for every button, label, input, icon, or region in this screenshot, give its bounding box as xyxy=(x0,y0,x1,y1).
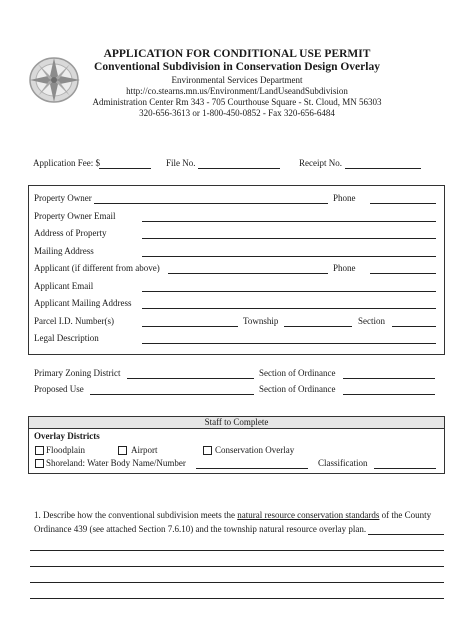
section-of-ordinance-field-1[interactable] xyxy=(343,368,435,379)
receipt-no-label: Receipt No. xyxy=(299,158,342,168)
primary-zoning-field[interactable] xyxy=(127,368,254,379)
question-1-answer-line-2[interactable] xyxy=(30,556,444,567)
application-fee-field[interactable] xyxy=(99,158,151,169)
question-1-text xyxy=(34,510,431,521)
proposed-use-field[interactable] xyxy=(90,384,254,395)
classification-label: Classification xyxy=(318,458,368,468)
shoreland-checkbox[interactable] xyxy=(35,459,44,468)
primary-zoning-label: Primary Zoning District xyxy=(34,368,121,378)
owner-email-field[interactable] xyxy=(142,211,436,222)
conservation-standards-link[interactable]: natural resource conservation standards xyxy=(237,510,380,520)
application-fee-label: Application Fee: $ xyxy=(33,158,100,168)
applicant-label: Applicant (if different from above) xyxy=(34,263,160,273)
airport-checkbox[interactable] xyxy=(118,446,127,455)
township-label: Township xyxy=(243,316,279,326)
question-1-answer-line-3[interactable] xyxy=(30,572,444,583)
property-address-field[interactable] xyxy=(142,228,436,239)
applicant-mailing-label: Applicant Mailing Address xyxy=(34,298,132,308)
floodplain-checkbox[interactable] xyxy=(35,446,44,455)
overlay-districts-label: Overlay Districts xyxy=(34,431,100,441)
applicant-phone-label: Phone xyxy=(333,263,356,273)
applicant-phone-field[interactable] xyxy=(370,263,436,274)
shoreland-field[interactable] xyxy=(196,458,308,469)
floodplain-label: Floodplain xyxy=(46,445,86,455)
question-1-text-line2: Ordinance 439 (see attached Section 7.6.10) and the township natural resource overlay plan. xyxy=(34,524,367,534)
conservation-overlay-checkbox[interactable] xyxy=(203,446,212,455)
question-1-answer-line-4[interactable] xyxy=(30,588,444,599)
section-field[interactable] xyxy=(392,316,436,327)
owner-email-label: Property Owner Email xyxy=(34,211,116,221)
property-owner-label: Property Owner xyxy=(34,193,92,203)
section-of-ordinance-label-2: Section of Ordinance xyxy=(259,384,336,394)
receipt-no-field[interactable] xyxy=(345,158,421,169)
township-field[interactable] xyxy=(284,316,352,327)
section-of-ordinance-field-2[interactable] xyxy=(343,384,435,395)
legal-description-field[interactable] xyxy=(142,333,436,344)
department-url[interactable]: http://co.stearns.mn.us/Environment/LandUseandSubdivision xyxy=(126,86,348,96)
department-name: Environmental Services Department xyxy=(171,75,303,85)
parcel-id-field[interactable] xyxy=(142,316,238,327)
applicant-email-label: Applicant Email xyxy=(34,281,94,291)
question-1-answer-line-1[interactable] xyxy=(30,540,444,551)
parcel-id-label: Parcel I.D. Number(s) xyxy=(34,316,114,326)
applicant-mailing-field[interactable] xyxy=(142,298,436,309)
file-no-label: File No. xyxy=(166,158,196,168)
airport-label: Airport xyxy=(131,445,158,455)
department-phone: 320-656-3613 or 1-800-450-0852 - Fax 320-656-6484 xyxy=(139,108,335,118)
conservation-overlay-label: Conservation Overlay xyxy=(215,445,295,455)
applicant-email-field[interactable] xyxy=(142,281,436,292)
file-no-field[interactable] xyxy=(198,158,280,169)
question-1-answer-line-0[interactable] xyxy=(368,524,444,535)
form-title: APPLICATION FOR CONDITIONAL USE PERMIT xyxy=(103,48,371,60)
classification-field[interactable] xyxy=(374,458,436,469)
mailing-address-label: Mailing Address xyxy=(34,246,94,256)
legal-description-label: Legal Description xyxy=(34,333,99,343)
staff-header: Staff to Complete xyxy=(204,417,269,427)
property-address-label: Address of Property xyxy=(34,228,107,238)
section-label: Section xyxy=(358,316,385,326)
mailing-address-field[interactable] xyxy=(142,246,436,257)
property-owner-field[interactable] xyxy=(94,193,328,204)
section-of-ordinance-label-1: Section of Ordinance xyxy=(259,368,336,378)
form-subtitle: Conventional Subdivision in Conservation Design Overlay xyxy=(94,61,380,73)
proposed-use-label: Proposed Use xyxy=(34,384,84,394)
question-1-prefix: 1. Describe how the conventional subdivision meets the xyxy=(34,510,238,520)
owner-phone-label: Phone xyxy=(333,193,356,203)
applicant-field[interactable] xyxy=(168,263,328,274)
department-address: Administration Center Rm 343 - 705 Courthouse Square - St. Cloud, MN 56303 xyxy=(92,97,382,107)
question-1-suffix: of the County xyxy=(379,510,432,520)
owner-phone-field[interactable] xyxy=(370,193,436,204)
shoreland-label: Shoreland: Water Body Name/Number xyxy=(46,458,186,468)
